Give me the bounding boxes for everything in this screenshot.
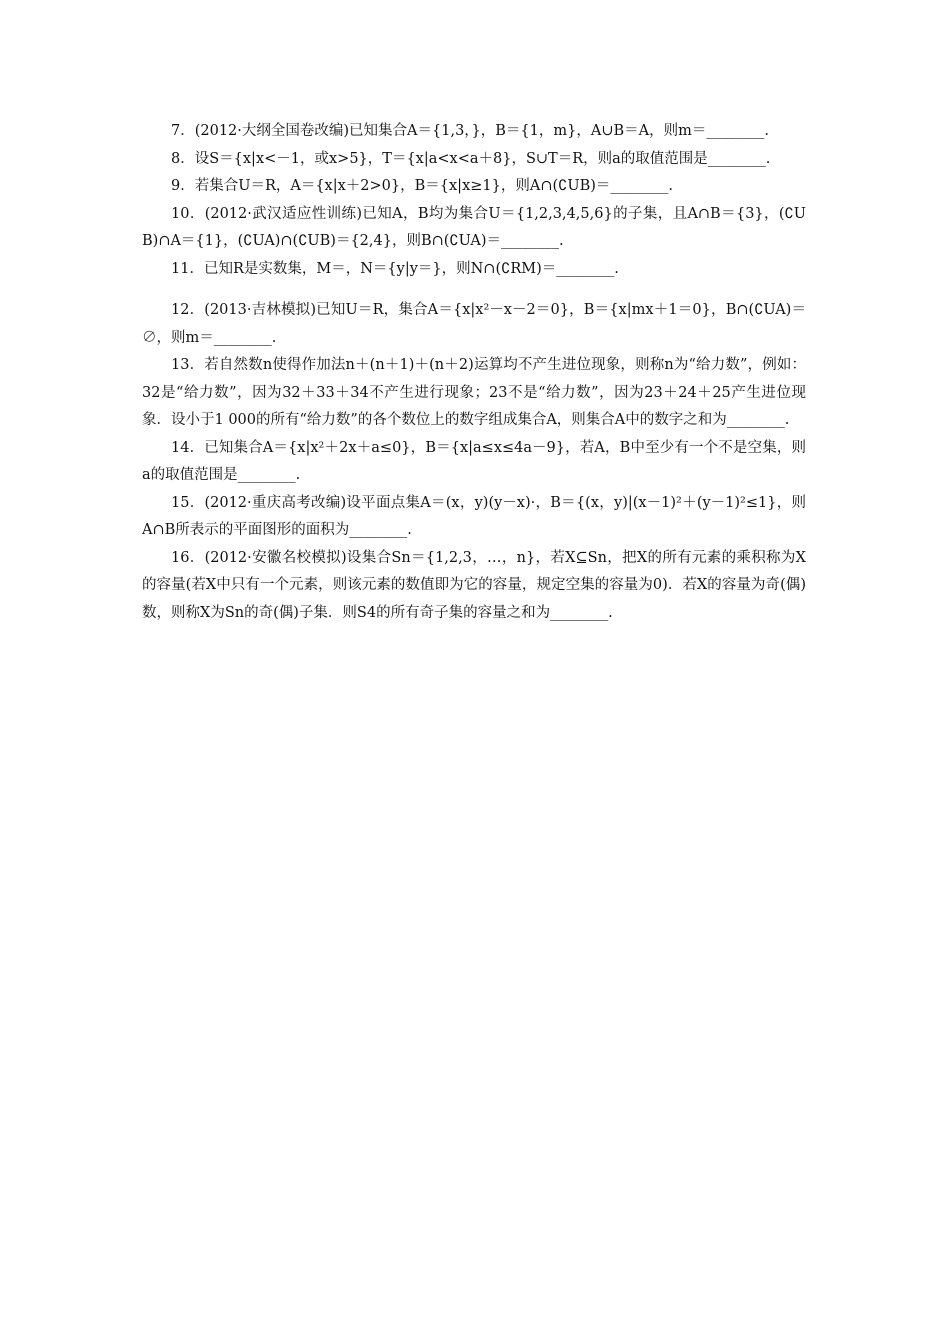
problem-11: 11．已知R是实数集，M＝，N＝{y|y＝}，则N∩(∁RM)＝________. [171, 260, 619, 277]
problem-15: 15．(2012·重庆高考改编)设平面点集A＝(x，y)(y－x)·，B＝{(x，y)|(x－1)²＋(y－1)²≤1}，则A∩B所表示的平面图形的面积为________. [142, 494, 806, 538]
problem-10: 10．(2012·武汉适应性训练)已知A，B均为集合U＝{1,2,3,4,5,6}的子集，且A∩B＝{3}，(∁UB)∩A＝{1}，(∁UA)∩(∁UB)＝{2,4}，则B∩(∁UA)＝________. [142, 205, 806, 249]
document-page [142, 118, 806, 627]
problem-14: 14．已知集合A＝{x|x²＋2x＋a≤0}，B＝{x|a≤x≤4a－9}，若A，B中至少有一个不是空集，则a的取值范围是________. [142, 439, 806, 483]
problem-12: 12．(2013·吉林模拟)已知U＝R，集合A＝{x|x²－x－2＝0}，B＝{x|mx＋1＝0}，B∩(∁UA)＝∅，则m＝________. [142, 302, 806, 346]
problem-9: 9．若集合U＝R，A＝{x|x＋2>0}，B＝{x|x≥1}，则A∩(∁UB)＝________. [171, 178, 673, 194]
problem-13: 13．若自然数n使得作加法n＋(n＋1)＋(n＋2)运算均不产生进位现象，则称n为“给力数”，例如：32是“给力数”，因为32＋33＋34不产生进行现象；23不是“给力数”，因为23＋24＋25产生进位现象．设小于1 000的所有“给力数”的各个数位上的数字组成集合A，则集合A中的数字之和为________. [142, 357, 806, 428]
problem-16: 16．(2012·安徽名校模拟)设集合Sn＝{1,2,3，…，n}，若X⊆Sn，把X的所有元素的乘积称为X的容量(若X中只有一个元素，则该元素的数值即为它的容量，规定空集的容量为0)．若X的容量为奇(偶)数，则称X为Sn的奇(偶)子集．则S4的所有奇子集的容量之和为________. [142, 549, 806, 621]
problem-8: 8．设S＝{x|x<－1，或x>5}，T＝{x|a<x<a＋8}，S∪T＝R，则a的取值范围是________. [171, 150, 771, 167]
problem-7: 7．(2012·大纲全国卷改编)已知集合A＝{1,3，}，B＝{1，m}，A∪B＝A，则m＝________. [171, 123, 769, 139]
